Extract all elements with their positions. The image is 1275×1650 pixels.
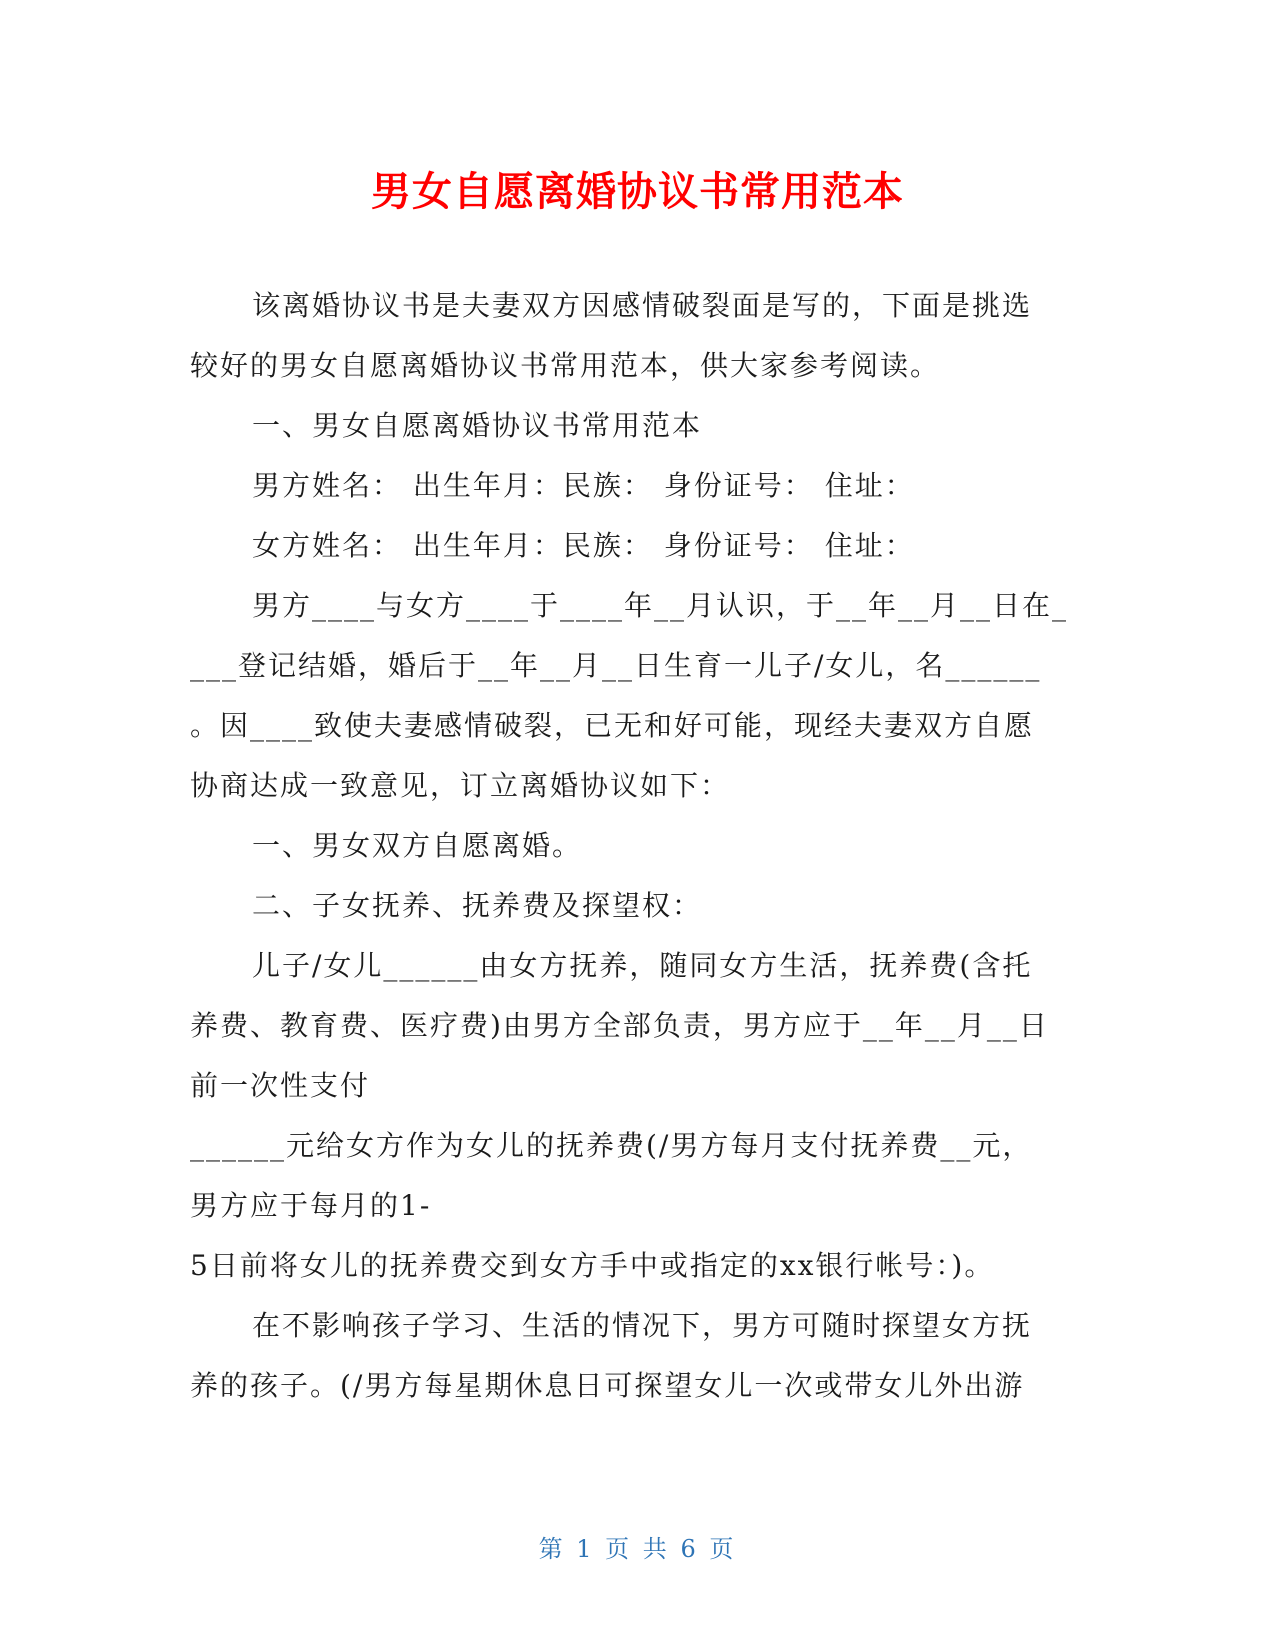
paragraph-line: ______元给女方作为女儿的抚养费(/男方每月支付抚养费__元，: [190, 1129, 1033, 1162]
paragraph-line: 较好的男女自愿离婚协议书常用范本，供大家参考阅读。: [190, 349, 941, 382]
paragraph-line: 男方____与女方____于____年__月认识，于__年__月__日在_: [252, 589, 1069, 622]
paragraph-line: 协商达成一致意见，订立离婚协议如下：: [190, 769, 731, 802]
paragraph-line: 该离婚协议书是夫妻双方因感情破裂面是写的，下面是挑选: [252, 289, 1033, 322]
paragraph-line: 儿子/女儿______由女方抚养，随同女方生活，抚养费(含托: [252, 949, 1033, 982]
paragraph-line: 养费、教育费、医疗费)由男方全部负责，男方应于__年__月__日: [190, 1009, 1049, 1042]
paragraph-line: 男方应于每月的1-: [190, 1189, 432, 1222]
female-info-line: 女方姓名： 出生年月：民族： 身份证号： 住址：: [252, 529, 915, 562]
paragraph-line: 。因____致使夫妻感情破裂，已无和好可能，现经夫妻双方自愿: [190, 709, 1035, 742]
document-body: [190, 276, 1070, 1416]
paragraph-line: ___登记结婚，婚后于__年__月__日生育一儿子/女儿，名______: [190, 649, 1042, 682]
paragraph-line: 在不影响孩子学习、生活的情况下，男方可随时探望女方抚: [252, 1309, 1033, 1342]
clause-heading: 一、男女双方自愿离婚。: [252, 829, 583, 862]
paragraph-line: 5日前将女儿的抚养费交到女方手中或指定的xx银行帐号：)。: [190, 1249, 995, 1282]
section-heading: 一、男女自愿离婚协议书常用范本: [252, 409, 703, 442]
document-title: 男女自愿离婚协议书常用范本: [371, 169, 904, 215]
male-info-line: 男方姓名： 出生年月：民族： 身份证号： 住址：: [252, 469, 915, 502]
clause-heading: 二、子女抚养、抚养费及探望权：: [252, 889, 703, 922]
page-number: 第 1 页 共 6 页: [538, 1535, 737, 1563]
paragraph-line: 养的孩子。(/男方每星期休息日可探望女儿一次或带女儿外出游: [190, 1369, 1025, 1402]
paragraph-line: 前一次性支付: [190, 1069, 371, 1102]
